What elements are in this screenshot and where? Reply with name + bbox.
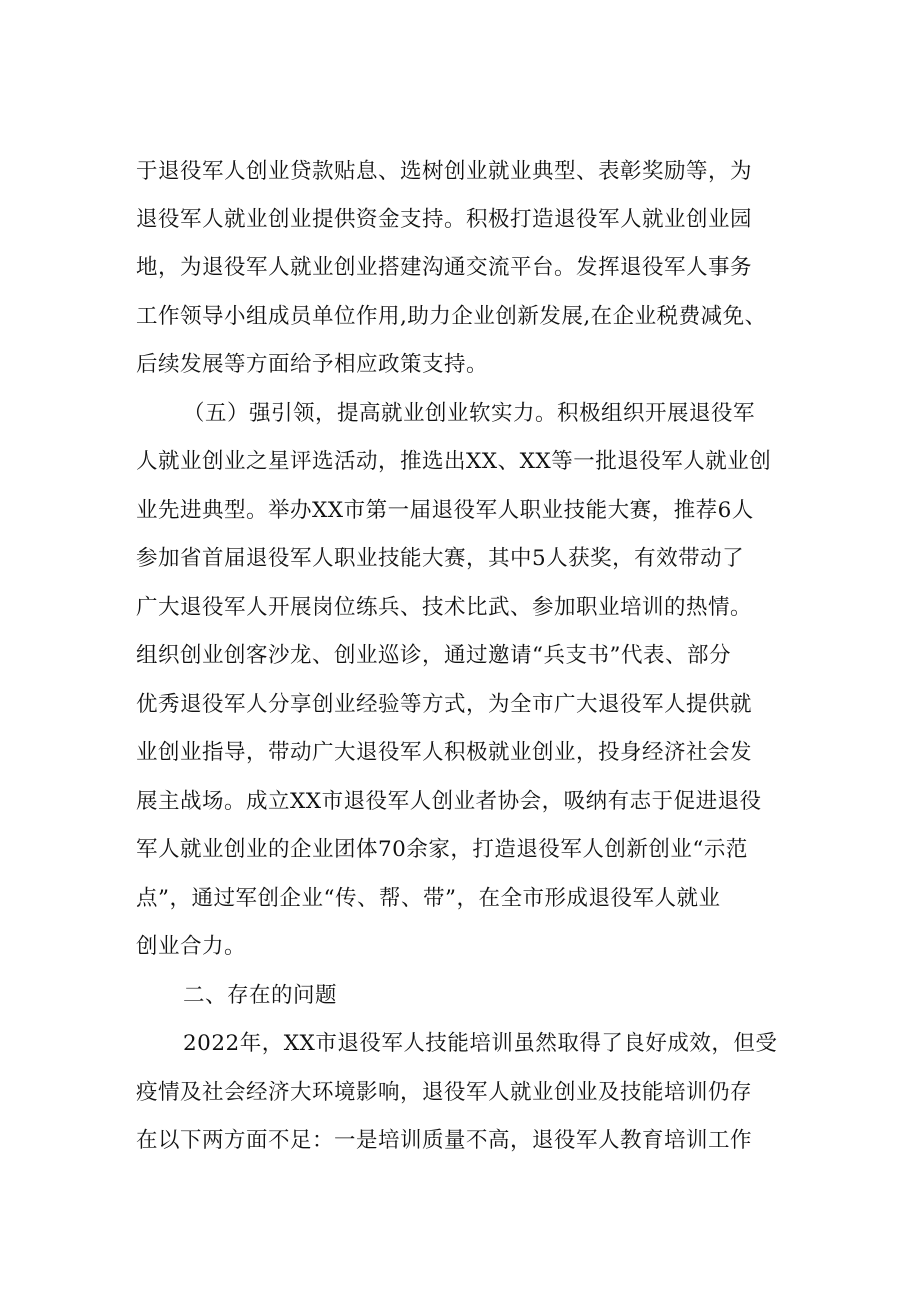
paragraph-line: 疫情及社会经济大环境影响，退役军人就业创业及技能培训仍存 <box>136 1080 753 1105</box>
paragraph-line: 业创业指导，带动广大退役军人积极就业创业，投身经济社会发 <box>136 740 753 765</box>
paragraph-line: 2022年，XX市退役军人技能培训虽然取得了良好成效，但受 <box>183 1031 778 1056</box>
paragraph-line: 军人就业创业的企业团体70余家，打造退役军人创新创业“示范 <box>136 837 748 862</box>
paragraph-line: 参加省首届退役军人职业技能大赛，其中5人获奖，有效带动了 <box>136 546 745 571</box>
paragraph-line: 在以下两方面不足：一是培训质量不高，退役军人教育培训工作 <box>136 1128 753 1153</box>
paragraph-line: 组织创业创客沙龙、创业巡诊，通过邀请“兵支书”代表、部分 <box>136 643 731 668</box>
paragraph-line: 工作领导小组成员单位作用,助力企业创新发展,在企业税费减免、 <box>136 304 767 329</box>
paragraph-line: 退役军人就业创业提供资金支持。积极打造退役军人就业创业园 <box>136 207 753 232</box>
paragraph-line: 于退役军人创业贷款贴息、选树创业就业典型、表彰奖励等，为 <box>136 159 753 184</box>
section-heading: 二、存在的问题 <box>183 983 338 1008</box>
section-five-heading-line: （五）强引领，提高就业创业软实力。积极组织开展退役军 <box>183 401 756 426</box>
paragraph-line: 点”，通过军创企业“传、帮、带”，在全市形成退役军人就业 <box>136 886 721 911</box>
paragraph-line: 地，为退役军人就业创业搭建沟通交流平台。发挥退役军人事务 <box>136 255 753 280</box>
paragraph-line: 广大退役军人开展岗位练兵、技术比武、参加职业培训的热情。 <box>136 595 753 620</box>
paragraph-line: 人就业创业之星评选活动，推选出XX、XX等一批退役军人就业创 <box>136 449 772 474</box>
paragraph-line: 创业合力。 <box>136 934 247 959</box>
paragraph-line: 优秀退役军人分享创业经验等方式，为全市广大退役军人提供就 <box>136 692 753 717</box>
paragraph-line: 业先进典型。举办XX市第一届退役军人职业技能大赛，推荐6人 <box>136 498 754 523</box>
paragraph-line: 展主战场。成立XX市退役军人创业者协会，吸纳有志于促进退役 <box>136 789 762 814</box>
paragraph-line: 后续发展等方面给予相应政策支持。 <box>136 352 489 377</box>
